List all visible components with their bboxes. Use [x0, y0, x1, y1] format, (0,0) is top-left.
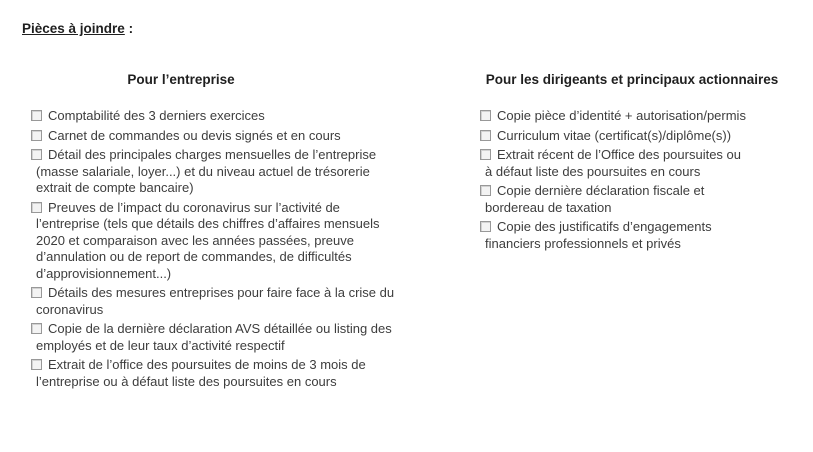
item-line: Preuves de l’impact du coronavirus sur l’activité de [48, 199, 340, 215]
checklist-item-text [48, 128, 341, 143]
checkbox-icon[interactable] [480, 149, 491, 160]
item-line: financiers professionnels et privés [485, 235, 681, 251]
item-line: employés et de leur taux d’activité respectif [36, 337, 285, 353]
item-line: d’annulation ou de report de commandes, de difficultés [36, 249, 352, 264]
columns-container [22, 71, 813, 393]
checklist-item [31, 128, 462, 145]
item-line: Copie des justificatifs d’engagements [497, 219, 712, 234]
checkbox-icon[interactable] [31, 359, 42, 370]
checkbox-icon[interactable] [480, 110, 491, 121]
checkbox-icon[interactable] [31, 323, 42, 334]
item-line: Copie dernière déclaration fiscale et [497, 183, 705, 198]
checkbox-icon[interactable] [31, 149, 42, 160]
item-line: Copie pièce d’identité + autorisation/permis [497, 108, 746, 123]
checklist-item-text [36, 285, 394, 317]
item-line: Détail des principales charges mensuelles de l’entreprise [48, 147, 377, 162]
checkbox-icon[interactable] [31, 202, 42, 213]
checklist-item-text [485, 147, 741, 179]
checklist-item [31, 321, 462, 354]
checkbox-icon[interactable] [31, 130, 42, 141]
page-title-separator: : [124, 21, 134, 36]
checklist-item-text [36, 357, 366, 389]
item-line: à défaut liste des poursuites en cours [485, 163, 701, 179]
item-line: l’entreprise ou à défaut liste des poursuites en cours [36, 373, 337, 389]
checklist-item [31, 108, 462, 125]
item-line: bordereau de taxation [485, 199, 612, 215]
column-dirigeants [462, 71, 802, 393]
checklist-item [480, 147, 802, 180]
item-line: extrait de compte bancaire) [36, 180, 194, 195]
checklist-item-text [497, 128, 731, 143]
item-line: Curriculum vitae (certificat(s)/diplôme(s)) [497, 127, 732, 143]
checklist-item-text [36, 321, 392, 353]
checklist-item [31, 357, 462, 390]
item-line: Copie de la dernière déclaration AVS détaillée ou listing des [48, 321, 392, 336]
page-title [22, 21, 813, 37]
item-line: d’approvisionnement...) [36, 265, 172, 281]
item-line: l’entreprise (tels que détails des chiffres d’affaires mensuels [36, 216, 380, 231]
checklist-item-text [485, 219, 712, 251]
checklist-dirigeants [480, 108, 802, 252]
column-entreprise [31, 71, 462, 393]
checklist-item-text [36, 147, 376, 195]
item-line: Carnet de commandes ou devis signés et en cours [48, 127, 341, 143]
checklist-item [480, 128, 802, 145]
page-title-text: Pièces à joindre [22, 21, 125, 36]
checklist-entreprise [31, 108, 462, 390]
checklist-item [480, 183, 802, 216]
checkbox-icon[interactable] [480, 185, 491, 196]
item-line: Extrait de l’office des poursuites de moins de 3 mois de [48, 357, 366, 372]
checklist-item [480, 219, 802, 252]
checklist-item [31, 147, 462, 197]
checkbox-icon[interactable] [31, 287, 42, 298]
checklist-item [480, 108, 802, 125]
item-line: Comptabilité des 3 derniers exercices [48, 108, 265, 123]
item-line: 2020 et comparaison avec les années passées, preuve [36, 232, 354, 248]
item-line: Extrait récent de l’Office des poursuites ou [497, 147, 741, 162]
checklist-item-text [485, 183, 704, 215]
item-line: Détails des mesures entreprises pour faire face à la crise du [48, 285, 395, 300]
column-heading-entreprise: Pour l’entreprise [127, 72, 235, 87]
item-line: coronavirus [36, 301, 104, 317]
checklist-item [31, 285, 462, 318]
checklist-item-text [497, 108, 746, 123]
column-heading-dirigeants: Pour les dirigeants et principaux actionnaires [485, 72, 779, 87]
checklist-item-text [36, 200, 379, 281]
checkbox-icon[interactable] [480, 221, 491, 232]
checklist-item [31, 200, 462, 283]
checklist-item-text [48, 108, 265, 123]
checkbox-icon[interactable] [480, 130, 491, 141]
item-line: (masse salariale, loyer...) et du niveau actuel de trésorerie [36, 163, 370, 179]
checkbox-icon[interactable] [31, 110, 42, 121]
